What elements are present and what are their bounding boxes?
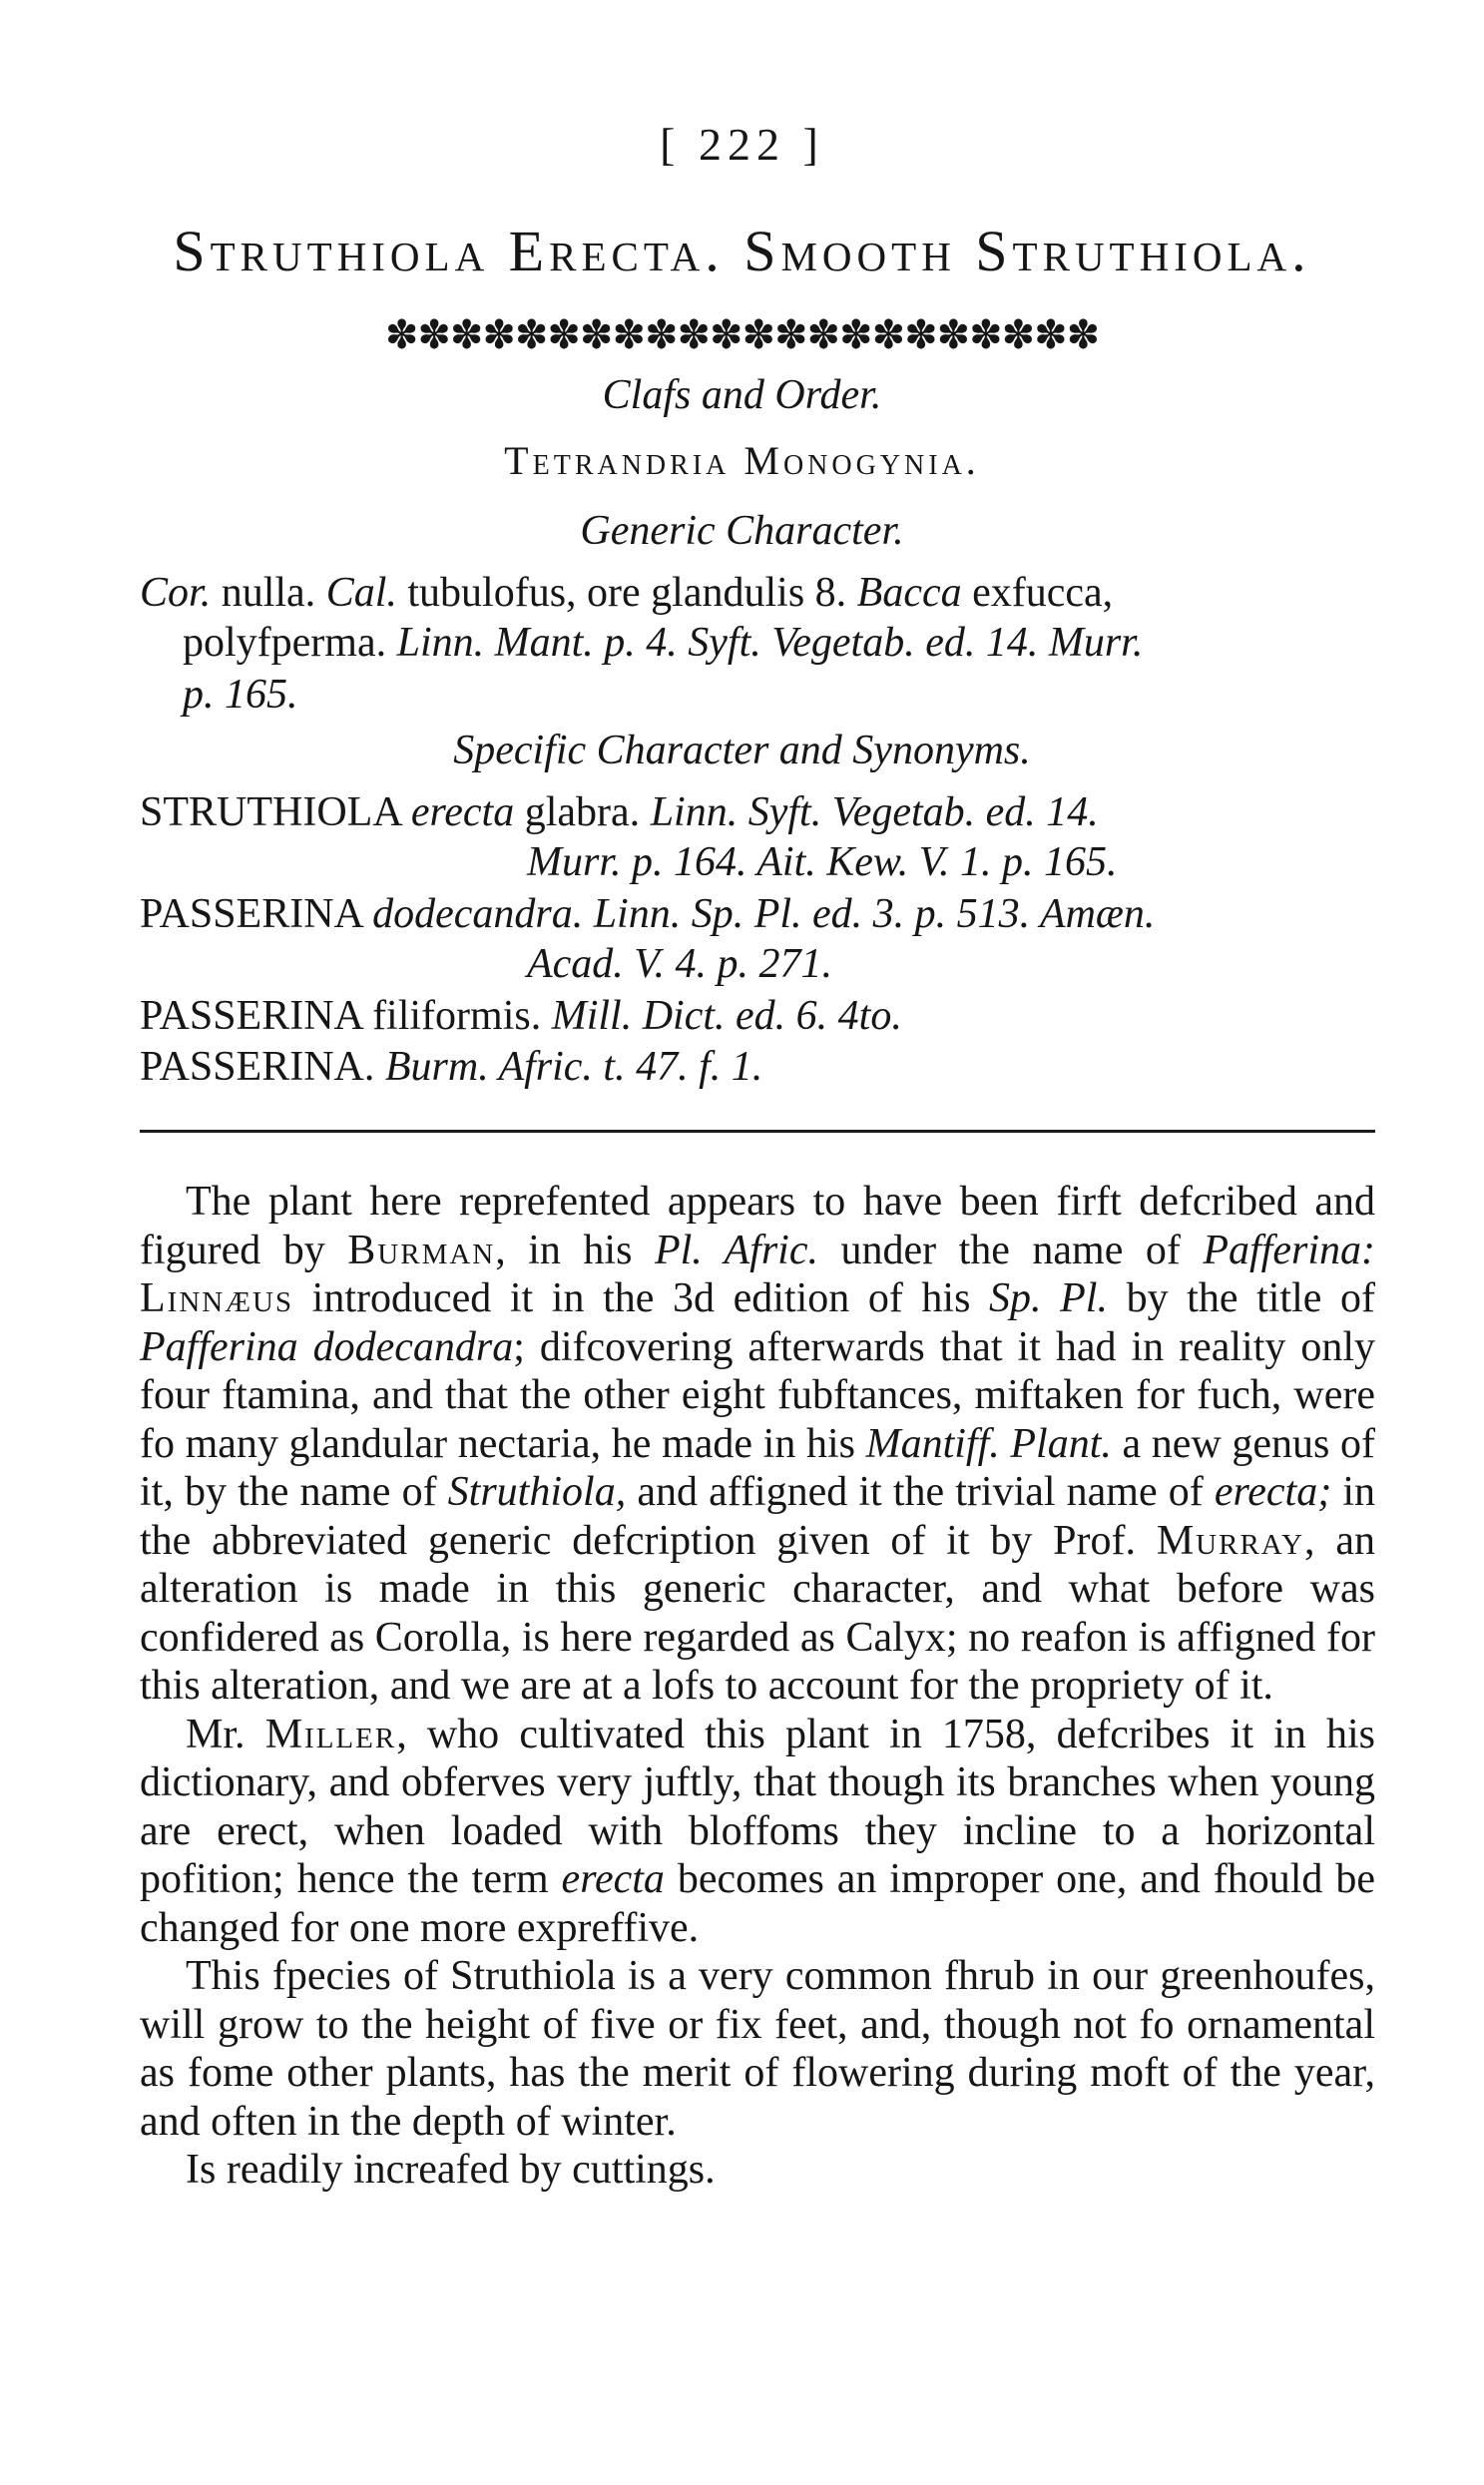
cor-label: Cor. xyxy=(140,570,212,616)
bacca-label: Bacca xyxy=(856,570,962,616)
genus-name: Pafferina: xyxy=(1203,1227,1375,1273)
paragraph-2 xyxy=(140,1711,1375,1953)
text: introduced it in the 3d edition of his xyxy=(293,1275,990,1321)
author-linnaeus: Linnæus xyxy=(140,1275,294,1321)
synonym-struthiola xyxy=(140,788,1099,836)
cor-text: nulla. xyxy=(211,570,326,616)
class-order-heading: Clafs and Order. xyxy=(602,372,882,418)
synonym-passerina-dodecandra xyxy=(140,890,1155,938)
description-body xyxy=(140,1178,1375,2195)
class-order-value: Tetrandria Monogynia. xyxy=(504,438,980,483)
synonym-reference: dodecandra. Linn. Sp. Pl. ed. 3. p. 513. Amæn. xyxy=(372,891,1156,937)
author-burman: Burman xyxy=(347,1227,496,1273)
paragraph-4: Is readily increafed by cuttings. xyxy=(186,2147,716,2193)
text: becomes an improper one, and fhould be changed for one more expreffive. xyxy=(140,1856,1375,1951)
species-name: Pafferina dodecandra xyxy=(140,1323,514,1370)
epithet: erecta xyxy=(561,1856,665,1902)
synonym-passerina-burman xyxy=(140,1043,762,1091)
synonym-reference: Mill. Dict. ed. 6. 4to. xyxy=(551,993,902,1039)
synonym-passerina-continued: Acad. V. 4. p. 271. xyxy=(527,941,833,987)
text: and affigned it the trivial name of xyxy=(626,1469,1215,1515)
synonym-text: glabra. xyxy=(514,789,651,835)
text: , in his xyxy=(495,1227,655,1273)
ornament-divider: ✽✽✽✽✽✽✽✽✽✽✽✽✽✽✽✽✽✽✽✽✽✽ xyxy=(384,312,1100,357)
text: by the title of xyxy=(1107,1275,1376,1321)
generic-reference: Linn. Mant. p. 4. Syft. Vegetab. ed. 14. Murr. xyxy=(396,620,1144,666)
text: Mr. xyxy=(186,1711,265,1757)
generic-character-line-2 xyxy=(183,619,1143,667)
work-title: Mantiff. Plant. xyxy=(865,1420,1112,1467)
work-title: Sp. Pl. xyxy=(989,1275,1108,1321)
synonym-name: PASSERINA. xyxy=(140,1044,385,1090)
synonym-text: filiformis. xyxy=(372,993,552,1039)
work-title: Pl. Afric. xyxy=(654,1227,818,1273)
bacca-text: exfucca, xyxy=(961,570,1114,616)
synonym-name: STRUTHIOLA xyxy=(140,789,411,835)
page-number: [ 222 ] xyxy=(660,119,824,170)
synonym-struthiola-continued: Murr. p. 164. Ait. Kew. V. 1. p. 165. xyxy=(527,839,1118,885)
horizontal-rule xyxy=(140,1130,1375,1133)
synonym-name: PASSERINA xyxy=(140,891,373,937)
synonym-reference: Burm. Afric. t. 47. f. 1. xyxy=(384,1044,763,1090)
text: , an alteration is made in this generic character, and what before was confidered as Corolla, is here regarded as Calyx; no reafon is affigned for this alteration, and we are at a lofs to account for the propriety of it. xyxy=(140,1517,1375,1709)
author-murray: Murray xyxy=(1156,1517,1305,1564)
text: in the abbreviated generic defcription given of it by Prof. xyxy=(140,1469,1376,1564)
epithet: erecta; xyxy=(1214,1469,1332,1515)
generic-character-line-1 xyxy=(140,569,1113,617)
synonym-name: PASSERINA xyxy=(140,993,373,1039)
cal-label: Cal. xyxy=(325,570,397,616)
paragraph-3: This fpecies of Struthiola is a very common fhrub in our greenhoufes, will grow to the height of five or fix feet, and, though not fo ornamental as fome other plants, has the merit of flowering during moft of the year, and often in the depth of winter. xyxy=(140,1953,1375,2145)
text: The plant here reprefented appears to have been firft defcribed and figured by xyxy=(140,1179,1375,1273)
generic-character-heading: Generic Character. xyxy=(580,508,904,554)
polysperma-text: polyfperma. xyxy=(183,620,397,666)
synonym-epithet: erecta xyxy=(410,789,515,835)
genus-name: Struthiola, xyxy=(447,1469,627,1515)
paragraph-1 xyxy=(140,1178,1375,1711)
author-miller: Miller xyxy=(264,1711,397,1757)
text: under the name of xyxy=(817,1227,1204,1273)
text: a new genus of it, by the name of xyxy=(140,1420,1376,1515)
cal-text: tubulofus, ore glandulis 8. xyxy=(396,570,857,616)
synonym-passerina-filiformis xyxy=(140,992,902,1040)
page-title: Struthiola Erecta. Smooth Struthiola. xyxy=(173,219,1311,283)
synonym-reference: Linn. Syft. Vegetab. ed. 14. xyxy=(650,789,1099,835)
text: , who cultivated this plant in 1758, defcribes it in his dictionary, and obferves very juftly, that though its branches when young are erect, when loaded with bloffoms they incline to a horizontal pofition; hence the term xyxy=(140,1711,1376,1902)
text: ; difcovering afterwards that it had in reality only four ftamina, and that the other eight fubftances, miftaken for fuch, were fo many glandular nectaria, he made in his xyxy=(140,1323,1375,1467)
specific-character-heading: Specific Character and Synonyms. xyxy=(453,728,1031,773)
generic-character-line-3: p. 165. xyxy=(183,672,298,718)
